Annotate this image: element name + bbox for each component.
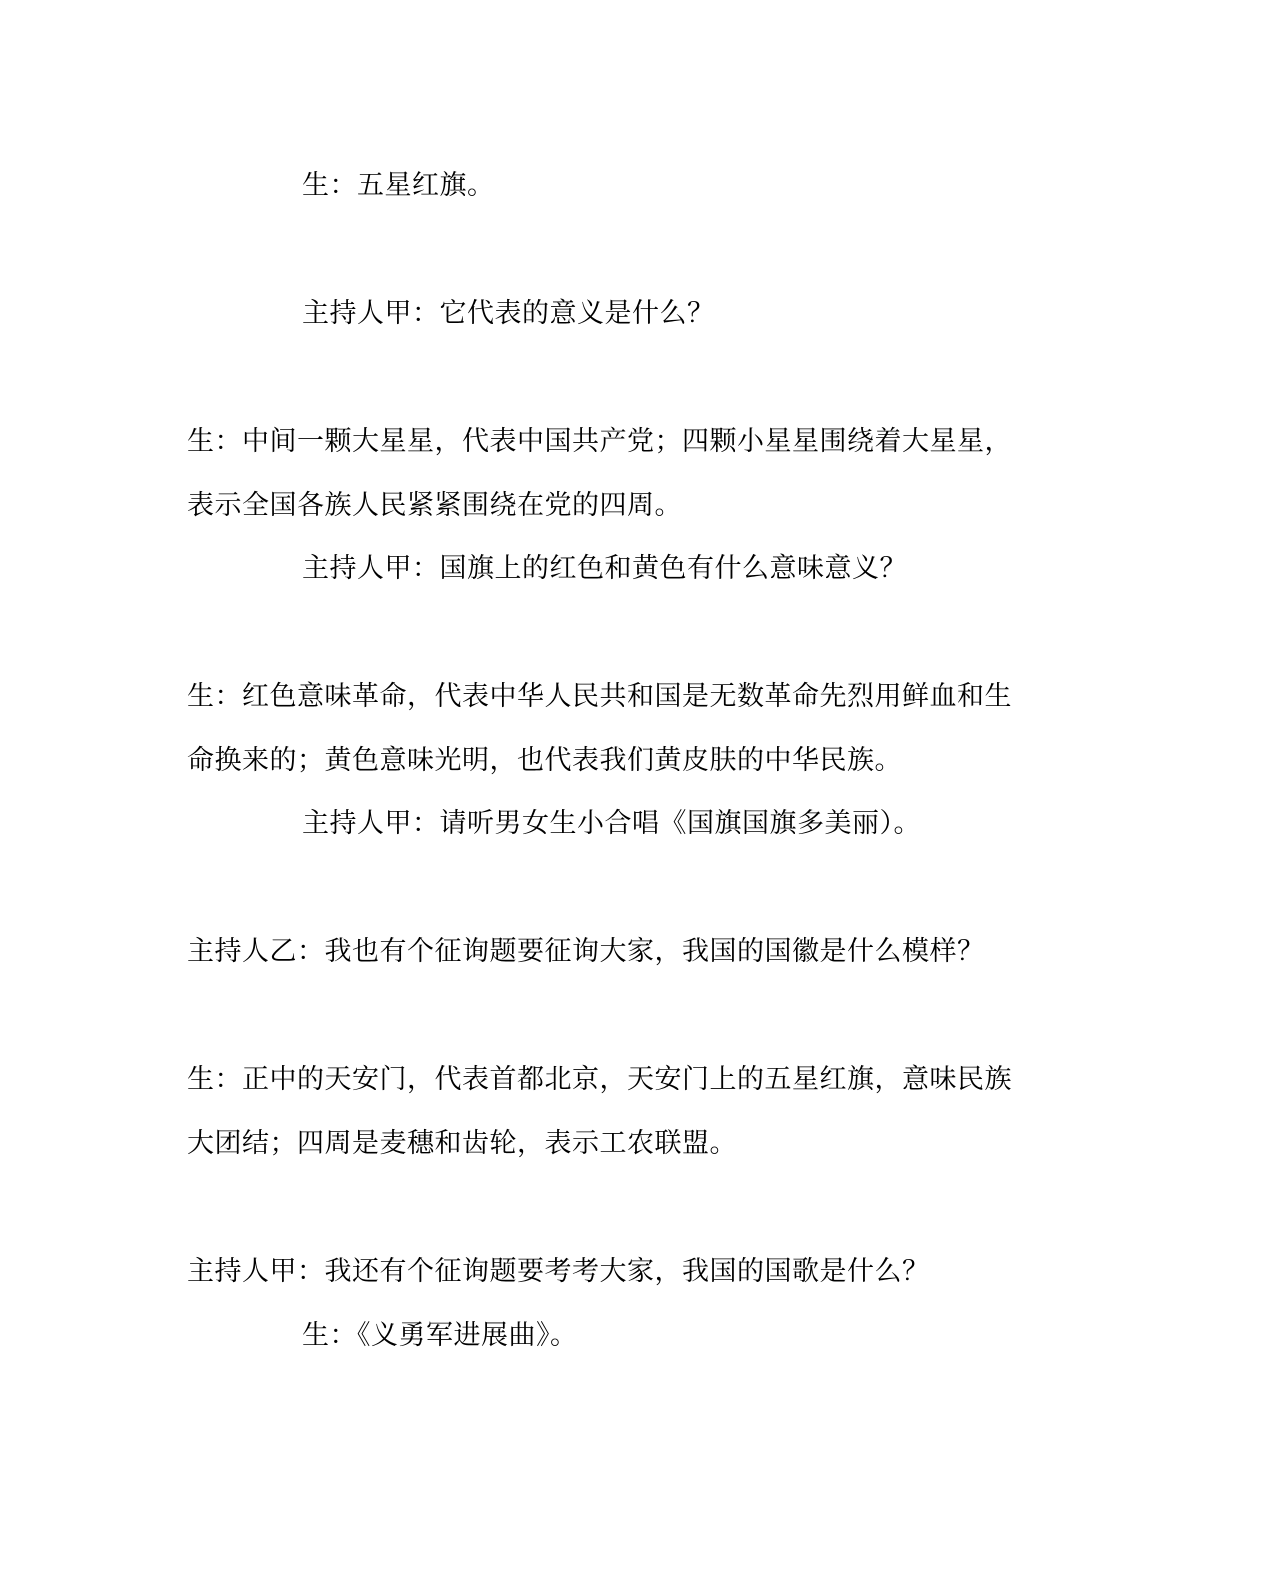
- text-line: 大团结；四周是麦穗和齿轮，表示工农联盟。: [187, 1128, 737, 1159]
- text-line: 主持人甲：国旗上的红色和黄色有什么意味意义？: [302, 553, 907, 584]
- text-line: 生：五星红旗。: [302, 170, 495, 201]
- text-line: 命换来的；黄色意味光明，也代表我们黄皮肤的中华民族。: [187, 745, 902, 776]
- text-line: 表示全国各族人民紧紧围绕在党的四周。: [187, 490, 682, 521]
- text-line: 生：正中的天安门，代表首都北京，天安门上的五星红旗，意味民族: [187, 1064, 1012, 1095]
- text-line: 主持人甲：我还有个征询题要考考大家，我国的国歌是什么？: [187, 1256, 930, 1287]
- text-line: 生：中间一颗大星星，代表中国共产党；四颗小星星围绕着大星星，: [187, 426, 1012, 457]
- text-line: 生：红色意味革命，代表中华人民共和国是无数革命先烈用鲜血和生: [187, 681, 1012, 712]
- text-line: 主持人甲：它代表的意义是什么？: [302, 298, 715, 329]
- text-line: 主持人乙：我也有个征询题要征询大家，我国的国徽是什么模样？: [187, 936, 985, 967]
- text-line: 主持人甲：请听男女生小合唱《国旗国旗多美丽）。: [302, 808, 921, 839]
- text-line: 生：《义勇军进展曲》。: [302, 1320, 578, 1351]
